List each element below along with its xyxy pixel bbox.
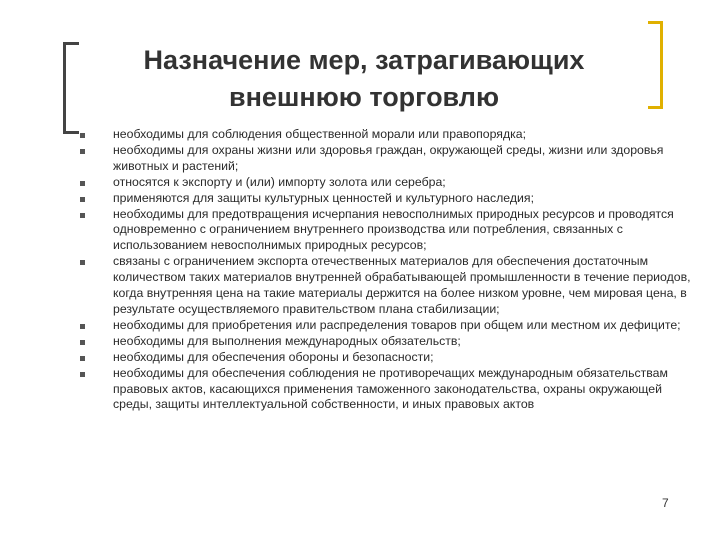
list-item-text: необходимы для охраны жизни или здоровья граждан, окружающей среды, жизни или здоровья животных и растений; bbox=[113, 142, 664, 173]
list-item bbox=[80, 350, 695, 366]
list-item bbox=[80, 254, 695, 318]
list-item bbox=[80, 207, 695, 255]
list-item bbox=[80, 143, 695, 175]
title-line-1: Назначение мер, затрагивающих bbox=[143, 45, 585, 75]
square-bullet-icon bbox=[80, 213, 85, 218]
square-bullet-icon bbox=[80, 372, 85, 377]
square-bullet-icon bbox=[80, 181, 85, 186]
list-item-text: необходимы для выполнения международных обязательств; bbox=[113, 333, 461, 348]
list-item-text: связаны с ограничением экспорта отечественных материалов для обеспечения достаточным количеством таких материалов внутренней обрабатывающей промышленности в течение периодов, когда внутренняя цена на такие материалы держится на более низком уровне, чем мировая цена, в результате осуществляемого правительством плана стабилизации; bbox=[113, 254, 691, 316]
list-item bbox=[80, 175, 695, 191]
page-number: 7 bbox=[662, 496, 669, 510]
list-item bbox=[80, 191, 695, 207]
square-bullet-icon bbox=[80, 197, 85, 202]
slide-title bbox=[84, 42, 644, 116]
list-item bbox=[80, 334, 695, 350]
square-bullet-icon bbox=[80, 149, 85, 154]
square-bullet-icon bbox=[80, 324, 85, 329]
list-item bbox=[80, 318, 695, 334]
right-gold-bracket-decoration bbox=[648, 21, 663, 109]
list-item-text: необходимы для обеспечения соблюдения не противоречащих международным обязательствам правовых актов, касающихся применения таможенного законодательства, охраны окружающей среды, защиты интеллектуальной собственности, и иных правовых актов bbox=[113, 365, 668, 412]
list-item-text: необходимы для обеспечения обороны и безопасности; bbox=[113, 349, 434, 364]
bullet-list bbox=[80, 127, 695, 413]
list-item-text: применяются для защиты культурных ценностей и культурного наследия; bbox=[113, 190, 534, 205]
left-bracket-decoration bbox=[63, 42, 79, 134]
square-bullet-icon bbox=[80, 356, 85, 361]
square-bullet-icon bbox=[80, 340, 85, 345]
square-bullet-icon bbox=[80, 260, 85, 265]
list-item bbox=[80, 127, 695, 143]
list-item-text: необходимы для приобретения или распределения товаров при общем или местном их дефиците; bbox=[113, 317, 681, 332]
title-line-2: внешнюю торговлю bbox=[228, 82, 500, 112]
list-item-text: необходимы для соблюдения общественной морали или правопорядка; bbox=[113, 127, 527, 141]
list-item bbox=[80, 366, 695, 414]
list-item-text: необходимы для предотвращения исчерпания невосполнимых природных ресурсов и проводятся одновременно с ограничением внутреннего производства или потребления, связанных с использованием невосполнимых природных ресурсов; bbox=[113, 206, 674, 253]
list-item-text: относятся к экспорту и (или) импорту золота или серебра; bbox=[113, 174, 446, 189]
square-bullet-icon bbox=[80, 133, 85, 138]
